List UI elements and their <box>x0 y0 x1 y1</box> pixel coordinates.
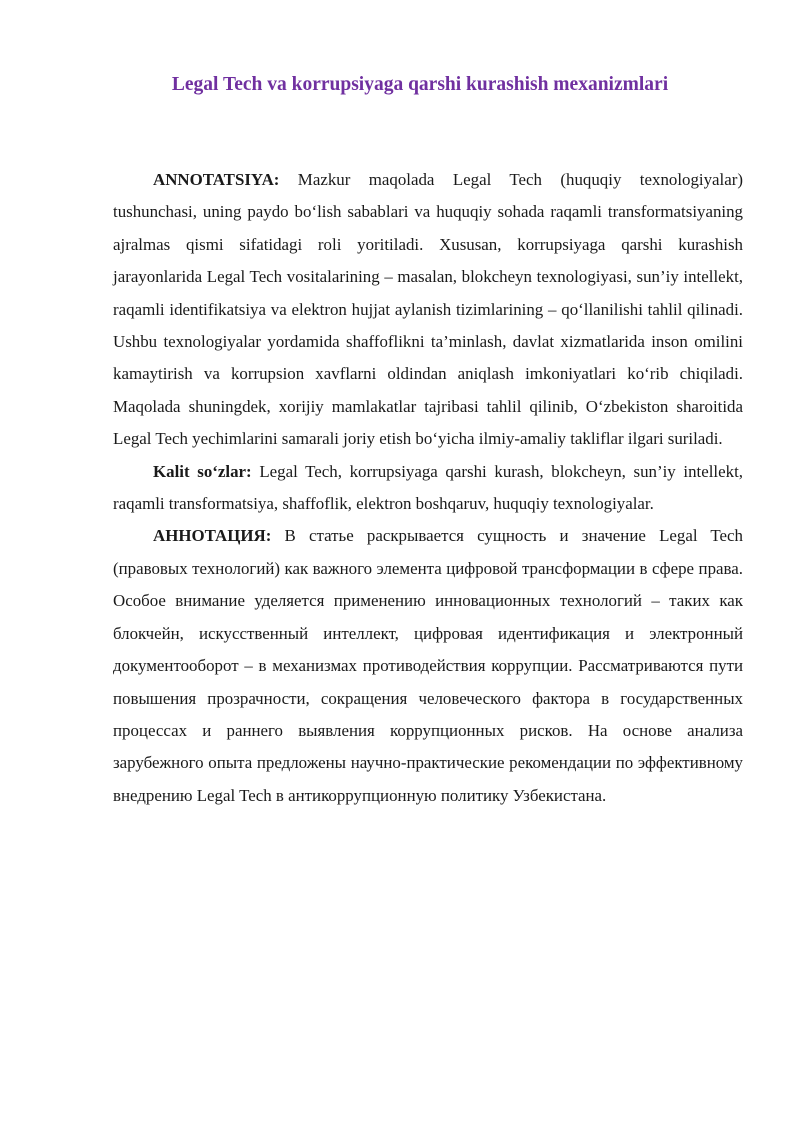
annotation-uz-text: Mazkur maqolada Legal Tech (huquqiy texnologiyalar) tushunchasi, uning paydo bo‘lish sabablari va huquqiy sohada raqamli transformatsiyaning ajralmas qismi sifatidagi roli yoritiladi. Xususan, korrupsiyaga qarshi kurashish jarayonlarida Legal Tech vositalarining – masalan, blokcheyn texnologiyasi, sun’iy intellekt, raqamli identifikatsiya va elektron hujjat aylanish tizimlarining – qo‘llanilishi tahlil qilinadi. Ushbu texnologiyalar yordamida shaffoflikni ta’minlash, davlat xizmatlarida inson omilini kamaytirish va korrupsion xavflarni oldindan aniqlash imkoniyatlari ko‘rib chiqiladi. Maqolada shuningdek, xorijiy mamlakatlar tajribasi tahlil qilinib, O‘zbekiston sharoitida Legal Tech yechimlarini samarali joriy etish bo‘yicha ilmiy-amaliy takliflar ilgari suriladi. <box>113 170 743 449</box>
keywords-label: Kalit so‘zlar: <box>153 461 252 481</box>
annotation-uz-paragraph <box>113 164 743 456</box>
keywords-text: Legal Tech, korrupsiyaga qarshi kurash, blokcheyn, sun’iy intellekt, raqamli transformatsiya, shaffoflik, elektron boshqaruv, huquqiy texnologiyalar. <box>113 461 743 514</box>
annotation-ru-paragraph <box>113 520 743 812</box>
document-body <box>113 164 743 812</box>
annotation-ru-text: В статье раскрывается сущность и значение Legal Tech (правовых технологий) как важного элемента цифровой трансформации в сфере права. Особое внимание уделяется применению инновационных технологий – таких как блокчейн, искусственный интеллект, цифровая идентификация и электронный документооборот – в механизмах противодействия коррупции. Рассматриваются пути повышения прозрачности, сокращения человеческого фактора в государственных процессах и раннего выявления коррупционных рисков. На основе анализа зарубежного опыта предложены научно-практические рекомендации по эффективному внедрению Legal Tech в антикоррупционную политику Узбекистана. <box>113 526 743 805</box>
page-title: Legal Tech va korrupsiyaga qarshi kurashish mexanizmlari <box>171 74 669 95</box>
annotation-uz-label: ANNOTATSIYA: <box>153 170 280 189</box>
annotation-ru-label: АННОТАЦИЯ: <box>153 526 272 546</box>
keywords-paragraph <box>113 456 743 521</box>
